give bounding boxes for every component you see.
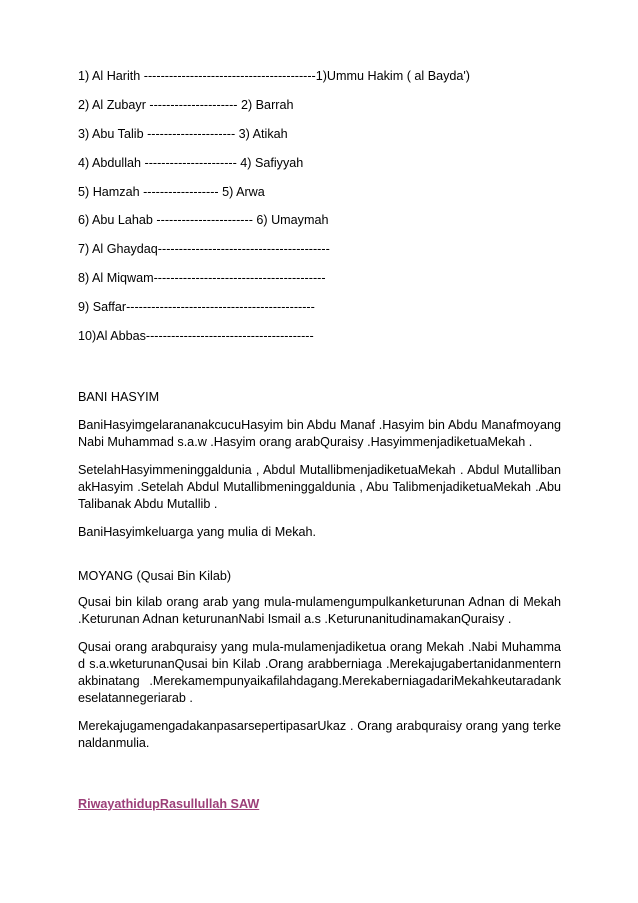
list-item: 5) Hamzah ------------------ 5) Arwa: [78, 184, 265, 199]
list-item: 9) Saffar---------------------------------------------: [78, 300, 315, 315]
paragraph: Qusai bin kilab orang arab yang mula-mulamengumpulkanketurunan Adnan di Mekah .Keturunan Adnan keturunanNabi Ismail a.s .KeturunanitudinamakanQuraisy .: [78, 594, 561, 626]
section-heading-bani-hasyim: BANI HASYIM: [78, 389, 160, 404]
list-item: 4) Abdullah ---------------------- 4) Safiyyah: [78, 155, 304, 170]
riwayat-hidup-link[interactable]: RiwayathidupRasullullah SAW: [78, 796, 260, 811]
list-item: 6) Abu Lahab ----------------------- 6) Umaymah: [78, 213, 329, 228]
paragraph: Qusai orang arabquraisy yang mula-mulamenjadiketua orang Mekah .Nabi Muhammad s.a.wketurunanQusai bin Kilab .Orang arabberniaga .Merekajugabertanidanmenternakbinatang .Merekamempunyaikafilahdagang.MerekaberniagadariMekahkeutaradankeselatannegeriarab .: [78, 639, 561, 705]
blank-line: [78, 357, 561, 375]
list-item: 3) Abu Talib --------------------- 3) Atikah: [78, 126, 288, 141]
paragraph: BaniHasyimkeluarga yang mulia di Mekah.: [78, 524, 316, 539]
paragraph: SetelahHasyimmeninggaldunia , Abdul MutallibmenjadiketuaMekah . Abdul MutallibanakHasyim .Setelah Abdul Mutallibmeninggaldunia , Abu TalibmenjadiketuaMekah .Abu Talibanak Abdu Mutallib .: [78, 462, 561, 511]
list-item: 10)Al Abbas----------------------------------------: [78, 329, 314, 344]
document-page: [78, 68, 561, 813]
paragraph: MerekajugamengadakanpasarsepertipasarUkaz . Orang arabquraisy orang yang terkenaldanmulia.: [78, 718, 561, 750]
list-block: [78, 68, 561, 345]
list-item: 2) Al Zubayr --------------------- 2) Barrah: [78, 97, 294, 112]
list-item: 7) Al Ghaydaq-----------------------------------------: [78, 242, 330, 257]
list-item: 8) Al Miqwam-----------------------------------------: [78, 271, 326, 286]
paragraph: BaniHasyimgelarananakcucuHasyim bin Abdu Manaf .Hasyim bin Abdu ManafmoyangNabi Muhammad s.a.w .Hasyim orang arabQuraisy .HasyimmenjadiketuaMekah .: [78, 417, 561, 449]
list-item: 1) Al Harith -----------------------------------------1)Ummu Hakim ( al Bayda'): [78, 69, 470, 83]
section-heading-moyang: MOYANG (Qusai Bin Kilab): [78, 568, 232, 583]
